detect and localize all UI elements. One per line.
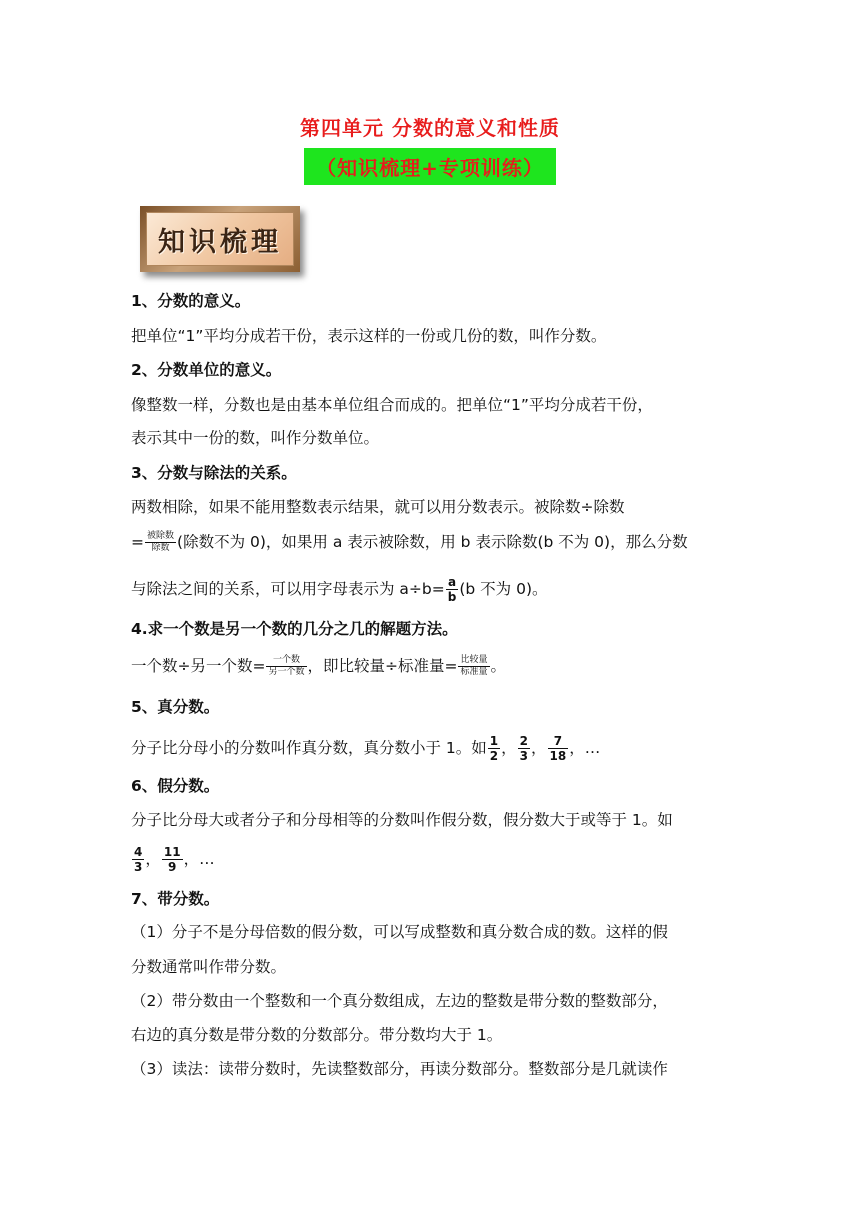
section-6-body: 分子比分母大或者分子和分母相等的分数叫作假分数，假分数大于或等于 1。如 <box>131 811 673 829</box>
section-1-body: 把单位“1”平均分成若干份，表示这样的一份或几份的数，叫作分数。 <box>131 327 607 345</box>
fraction-numerator: a <box>446 576 459 590</box>
section-3-line-1: 两数相除，如果不能用整数表示结果，就可以用分数表示。被除数÷除数 <box>131 498 625 516</box>
fraction-denominator: b <box>447 590 457 604</box>
fraction-number-over-another <box>266 656 306 677</box>
fraction-numerator: 4 <box>134 845 143 859</box>
example-fraction-1 <box>132 846 144 873</box>
fraction-denominator: 3 <box>519 749 529 763</box>
section-4-text-b: ，即比较量÷标准量= <box>307 657 458 675</box>
separator: ， <box>145 850 161 868</box>
knowledge-badge-inner <box>146 212 294 266</box>
separator: ， <box>531 739 547 757</box>
fraction-denominator: 18 <box>549 749 567 763</box>
fraction-numerator: 2 <box>519 734 529 748</box>
section-7-p1-line-2: 分数通常叫作带分数。 <box>131 958 287 976</box>
fraction-numerator: 7 <box>548 735 569 749</box>
section-3-line-2 <box>131 532 741 553</box>
fraction-numerator: 一个数 <box>266 656 306 667</box>
separator: ， <box>501 739 517 757</box>
fraction-compare-over-standard <box>458 656 489 677</box>
fraction-a-over-b <box>446 576 459 603</box>
fraction-numerator: 被除数 <box>147 531 175 541</box>
section-7-p3-line-1: （3）读法：读带分数时，先读整数部分，再读分数部分。整数部分是几就读作 <box>131 1060 668 1078</box>
section-3-line-3 <box>131 576 741 603</box>
section-4-text-a: 一个数÷另一个数= <box>131 657 266 675</box>
fraction-numerator: 1 <box>489 734 499 748</box>
ellipsis: ，… <box>183 850 215 868</box>
section-5-text: 分子比分母小的分数叫作真分数，真分数小于 1。如 <box>131 739 487 757</box>
section-4-heading: 4.求一个数是另一个数的几分之几的解题方法。 <box>131 620 458 638</box>
fraction-denominator: 2 <box>489 749 499 763</box>
section-4-text-c: 。 <box>490 657 507 675</box>
section-2-line-2: 表示其中一份的数，叫作分数单位。 <box>131 429 380 447</box>
section-6-examples <box>131 846 741 873</box>
section-7-heading: 7、带分数。 <box>131 890 220 908</box>
example-fraction-2 <box>518 735 530 762</box>
example-fraction-2 <box>162 846 183 873</box>
fraction-denominator: 除数 <box>151 543 170 553</box>
section-5-body <box>131 735 741 762</box>
section-6-heading: 6、假分数。 <box>131 777 220 795</box>
section-7-p1-line-1: （1）分子不是分母倍数的假分数，可以写成整数和真分数合成的数。这样的假 <box>131 923 668 941</box>
fraction-denominator: 另一个数 <box>268 667 305 677</box>
subtitle-wrapper <box>0 148 860 185</box>
fraction-denominator: 标准量 <box>460 667 488 677</box>
equals-sign: = <box>131 533 144 551</box>
fraction-denominator: 3 <box>134 860 143 874</box>
page-subtitle: （知识梳理+专项训练） <box>304 148 556 185</box>
section-2-line-1: 像整数一样，分数也是由基本单位组合而成的。把单位“1”平均分成若干份， <box>131 396 653 414</box>
section-1-heading: 1、分数的意义。 <box>131 292 251 310</box>
section-3-line-3-text-b: (b 不为 0)。 <box>459 580 548 598</box>
section-3-line-3-text-a: 与除法之间的关系，可以用字母表示为 a÷b= <box>131 580 445 598</box>
example-fraction-3 <box>548 735 569 762</box>
ellipsis: ，… <box>569 739 601 757</box>
section-2-heading: 2、分数单位的意义。 <box>131 361 282 379</box>
fraction-numerator: 比较量 <box>460 655 488 665</box>
section-3-line-2-text: (除数不为 0)，如果用 a 表示被除数，用 b 表示除数(b 不为 0)，那么分数 <box>177 533 688 551</box>
knowledge-badge-label: 知识梳理 <box>158 226 282 258</box>
page-title: 第四单元 分数的意义和性质 <box>300 116 560 140</box>
section-3-heading: 3、分数与除法的关系。 <box>131 464 297 482</box>
knowledge-badge <box>140 206 300 272</box>
fraction-numerator: 11 <box>163 845 181 859</box>
section-4-formula <box>131 656 741 677</box>
example-fraction-1 <box>488 735 500 762</box>
section-7-p2-line-1: （2）带分数由一个整数和一个真分数组成，左边的整数是带分数的整数部分， <box>131 992 668 1010</box>
fraction-dividend-over-divisor <box>145 532 176 553</box>
fraction-denominator: 9 <box>168 860 177 874</box>
section-7-p2-line-2: 右边的真分数是带分数的分数部分。带分数均大于 1。 <box>131 1026 503 1044</box>
section-5-heading: 5、真分数。 <box>131 698 220 716</box>
